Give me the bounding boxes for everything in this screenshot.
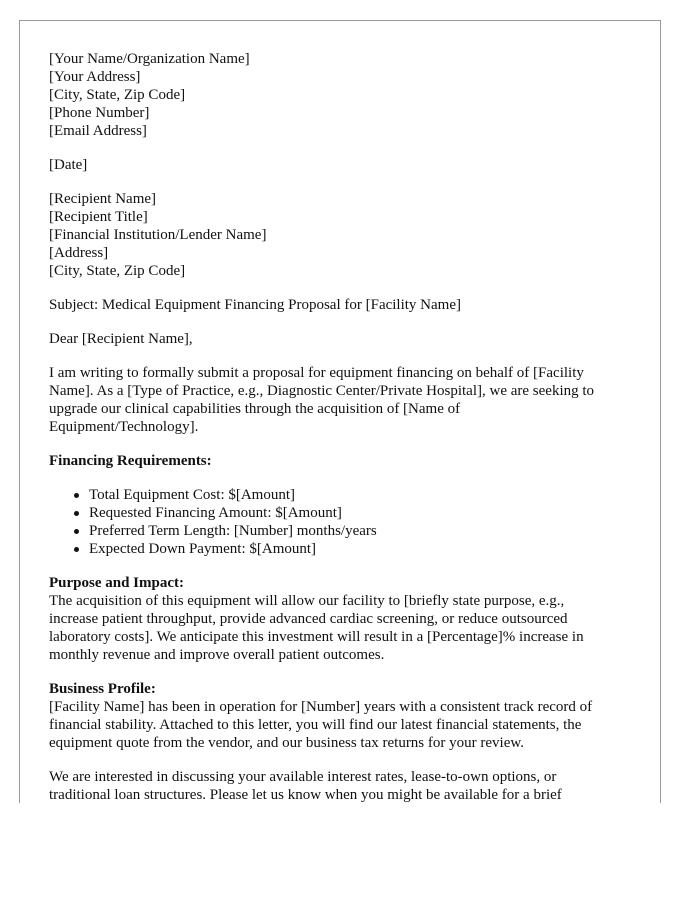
subject-line xyxy=(49,296,641,314)
list-item-text: Requested Financing Amount: $[Amount] xyxy=(89,505,342,521)
purpose-section xyxy=(49,574,641,664)
salutation xyxy=(49,330,641,348)
bullet-icon xyxy=(74,529,79,534)
bullet-icon xyxy=(74,511,79,516)
sender-address: [Your Address] xyxy=(49,69,141,85)
letter-date: [Date] xyxy=(49,157,88,173)
profile-heading: Business Profile: xyxy=(49,681,156,697)
sender-name: [Your Name/Organization Name] xyxy=(49,51,250,67)
profile-section xyxy=(49,680,641,752)
list-item xyxy=(89,504,641,522)
closing-line: traditional loan structures. Please let us know when you might be available for a brief xyxy=(49,787,562,803)
purpose-heading: Purpose and Impact: xyxy=(49,575,185,591)
intro-line: upgrade our clinical capabilities through the acquisition of [Name of xyxy=(49,401,461,417)
list-item-text: Expected Down Payment: $[Amount] xyxy=(89,541,317,557)
intro-line: Equipment/Technology]. xyxy=(49,419,199,435)
financing-list xyxy=(49,486,641,558)
recipient-title: [Recipient Title] xyxy=(49,209,148,225)
profile-line: equipment quote from the vendor, and our business tax returns for your review. xyxy=(49,735,524,751)
sender-email: [Email Address] xyxy=(49,123,147,139)
bullet-icon xyxy=(74,547,79,552)
profile-line: financial stability. Attached to this letter, you will find our latest financial statements, the xyxy=(49,717,582,733)
purpose-line: laboratory costs]. We anticipate this investment will result in a [Percentage]% increase in xyxy=(49,629,584,645)
purpose-line: The acquisition of this equipment will allow our facility to [briefly state purpose, e.g., xyxy=(49,593,565,609)
date-block xyxy=(49,156,641,174)
sender-block xyxy=(49,50,641,140)
recipient-institution: [Financial Institution/Lender Name] xyxy=(49,227,267,243)
list-item-text: Total Equipment Cost: $[Amount] xyxy=(89,487,296,503)
list-item-text: Preferred Term Length: [Number] months/years xyxy=(89,523,377,539)
purpose-line: increase patient throughput, provide advanced cardiac screening, or reduce outsourced xyxy=(49,611,568,627)
salutation-text: Dear [Recipient Name], xyxy=(49,331,193,347)
list-item xyxy=(89,540,641,558)
sender-phone: [Phone Number] xyxy=(49,105,150,121)
intro-line: I am writing to formally submit a proposal for equipment financing on behalf of [Facility xyxy=(49,365,584,381)
intro-paragraph xyxy=(49,364,641,436)
financing-heading: Financing Requirements: xyxy=(49,453,212,469)
closing-paragraph xyxy=(49,768,641,803)
subject-text: Subject: Medical Equipment Financing Proposal for [Facility Name] xyxy=(49,297,461,313)
sender-city: [City, State, Zip Code] xyxy=(49,87,186,103)
financing-section xyxy=(49,452,641,558)
profile-line: [Facility Name] has been in operation for [Number] years with a consistent track record of xyxy=(49,699,593,715)
recipient-block xyxy=(49,190,641,280)
intro-line: Name]. As a [Type of Practice, e.g., Diagnostic Center/Private Hospital], we are seeking to xyxy=(49,383,595,399)
closing-line: We are interested in discussing your available interest rates, lease-to-own options, or xyxy=(49,769,557,785)
recipient-address: [Address] xyxy=(49,245,109,261)
list-item xyxy=(89,522,641,540)
recipient-city: [City, State, Zip Code] xyxy=(49,263,186,279)
recipient-name: [Recipient Name] xyxy=(49,191,157,207)
purpose-line: monthly revenue and improve overall patient outcomes. xyxy=(49,647,385,663)
letter-page xyxy=(19,20,661,803)
letter-content xyxy=(49,50,641,803)
bullet-icon xyxy=(74,493,79,498)
list-item xyxy=(89,486,641,504)
